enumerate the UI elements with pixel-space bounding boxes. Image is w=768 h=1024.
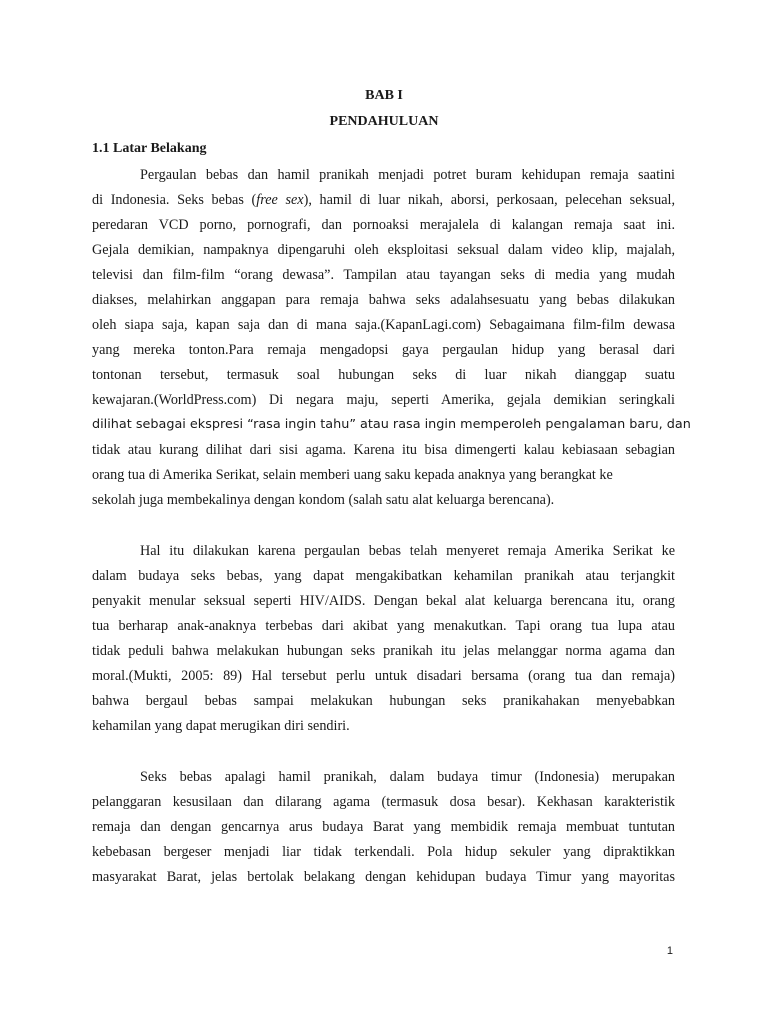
paragraph-line: televisi dan film-film “orang dewasa”. Tampilan atau tayangan seks di media yang mudah [92, 267, 675, 283]
paragraph-line: kewajaran.(WorldPress.com) Di negara maju, seperti Amerika, gejala demikian seringkali [92, 392, 675, 408]
paragraph-line: kehamilan yang dapat merugikan diri sendiri. [92, 718, 350, 734]
paragraph-line: tontonan tersebut, termasuk soal hubungan seks di luar nikah dianggap suatu [92, 367, 675, 383]
paragraph-line: Pergaulan bebas dan hamil pranikah menjadi potret buram kehidupan remaja saatini [140, 167, 675, 183]
paragraph-line: oleh siapa saja, kapan saja dan di mana saja.(KapanLagi.com) Sebagaimana film-film dewasa [92, 317, 675, 333]
page-number: 1 [666, 945, 673, 957]
paragraph-line [92, 191, 675, 209]
paragraph-line: tidak peduli bahwa melakukan hubungan seks pranikah itu jelas melanggar norma agama dan [92, 643, 675, 659]
paragraph-line: pelanggaran kesusilaan dan dilarang agama (termasuk dosa besar). Kekhasan karakteristik [92, 794, 675, 810]
paragraph-line: remaja dan dengan gencarnya arus budaya Barat yang membidik remaja membuat tuntutan [92, 819, 675, 835]
italic-term: free sex [256, 192, 304, 208]
paragraph-line: peredaran VCD porno, pornografi, dan pornoaksi merajalela di kalangan remaja saat ini. [92, 217, 675, 233]
paragraph-line: masyarakat Barat, jelas bertolak belakang dengan kehidupan budaya Timur yang mayoritas [92, 869, 675, 885]
paragraph-line: bahwa bergaul bebas sampai melakukan hubungan seks pranikahakan menyebabkan [92, 693, 675, 709]
paragraph-line: Seks bebas apalagi hamil pranikah, dalam budaya timur (Indonesia) merupakan [140, 769, 675, 785]
paragraph-line: diakses, melahirkan anggapan para remaja bahwa seks adalahsesuatu yang bebas dilakukan [92, 292, 675, 308]
paragraph-line: yang mereka tonton.Para remaja mengadopsi gaya pergaulan hidup yang berasal dari [92, 342, 675, 358]
section-heading: 1.1 Latar Belakang [92, 141, 207, 156]
paragraph-line: penyakit menular seksual seperti HIV/AIDS. Dengan bekal alat keluarga berencana itu, orang [92, 593, 675, 609]
paragraph-line: moral.(Mukti, 2005: 89) Hal tersebut perlu untuk disadari bersama (orang tua dan remaja) [92, 668, 675, 684]
chapter-label: BAB I [365, 88, 403, 103]
chapter-title: PENDAHULUAN [329, 114, 439, 129]
paragraph-line: sekolah juga membekalinya dengan kondom (salah satu alat keluarga berencana). [92, 492, 555, 508]
paragraph-line: dalam budaya seks bebas, yang dapat mengakibatkan kehamilan pranikah atau terjangkit [92, 568, 675, 584]
line-part: di Indonesia. Seks bebas ( [92, 192, 257, 208]
paragraph-line: tidak atau kurang dilihat dari sisi agama. Karena itu bisa dimengerti kalau kebiasaan sebagian [92, 442, 675, 458]
paragraph-line: orang tua di Amerika Serikat, selain memberi uang saku kepada anaknya yang berangkat ke [92, 467, 613, 483]
paragraph-line: tua berharap anak-anaknya terbebas dari akibat yang menakutkan. Tapi orang tua lupa atau [92, 618, 675, 634]
paragraph-line: Gejala demikian, nampaknya dipengaruhi oleh eksploitasi seksual dalam video klip, majalah, [92, 242, 675, 258]
paragraph-line: dilihat sebagai ekspresi “rasa ingin tahu” atau rasa ingin memperoleh pengalaman baru, dan [92, 417, 691, 432]
line-part: ), hamil di luar nikah, aborsi, perkosaan, pelecehan seksual, [303, 192, 675, 208]
paragraph-line: Hal itu dilakukan karena pergaulan bebas telah menyeret remaja Amerika Serikat ke [140, 543, 675, 559]
paragraph-line: kebebasan bergeser menjadi liar tidak terkendali. Pola hidup sekuler yang dipraktikkan [92, 844, 675, 860]
